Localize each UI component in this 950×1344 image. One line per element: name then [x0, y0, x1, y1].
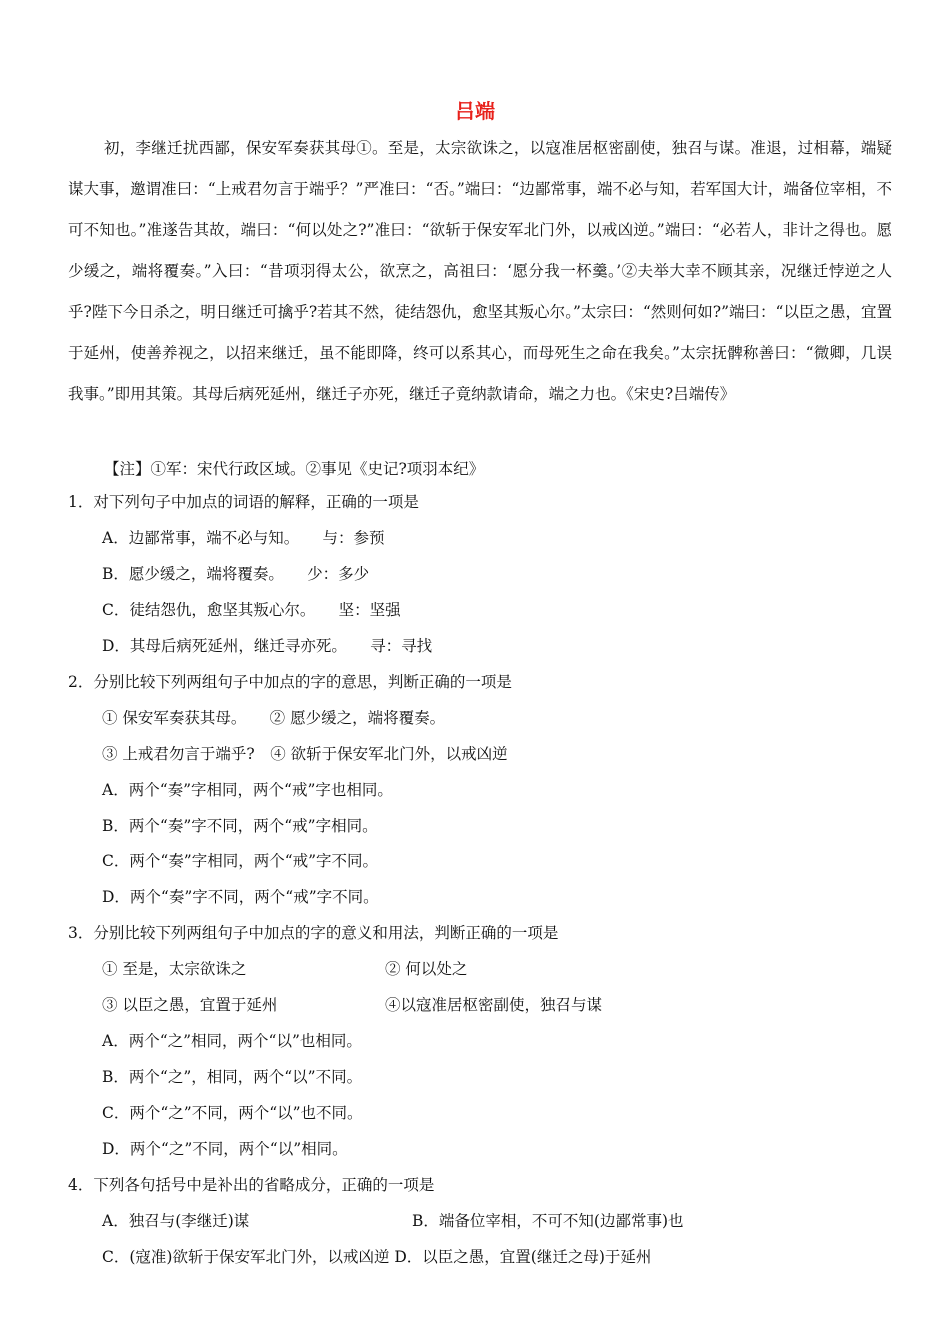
passage-text: 初，李继迁扰西鄙，保安军奏获其母①。至是，太宗欲诛之，以寇准居枢密副使，独召与谋。准退，过相幕，端疑谋大事，邀谓准曰：“上戒君勿言于端乎？”严准曰：“否。”端曰：“边鄙常事，端不必与知，若军国大计，端备位宰相，不可不知也。”准遂告其故，端曰：“何以处之?”准曰：“欲斩于保安军北门外，以戒凶逆。”端曰：“必若人，非计之得也。愿少缓之，端将覆奏。”入曰：“昔项羽得太公，欲烹之，高祖曰：‘愿分我一杯羹。’②夫举大幸不顾其亲，况继迁悖逆之人乎?陛下今日杀之，明日继迁可擒乎?若其不然，徒结怨仇，愈坚其叛心尔。”太宗曰：“然则何如?”端曰：“以臣之愚，宜置于延州，使善养视之，以招来继迁，虽不能即降，终可以系其心，而母死生之命在我矣。”太宗抚髀称善曰：“微卿，几误我事。”即用其策。其母后病死延州，继迁子亦死，继迁子竟纳款请命，端之力也。《宋史?吕端传》: [68, 139, 892, 403]
question-2-sentences-2: ③ 上戒君勿言于端乎? ④ 欲斩于保安军北门外，以戒凶逆: [102, 745, 508, 763]
question-2-sentences-1: ① 保安军奏获其母。 ② 愿少缓之，端将覆奏。: [102, 709, 446, 727]
question-4-option-b: B．端备位宰相，不可不知(边鄙常事)也: [412, 1212, 684, 1230]
question-4-option-a: A．独召与(李继迁)谋: [102, 1212, 250, 1230]
question-2-option-d: D．两个“奏”字不同，两个“戒”字不同。: [102, 888, 379, 906]
question-3-stem: 3．分别比较下列两组句子中加点的字的意义和用法，判断正确的一项是: [68, 924, 559, 942]
question-3-option-a: A．两个“之”相同，两个“以”也相同。: [102, 1032, 362, 1050]
question-1-option-a: A．边鄙常事，端不必与知。 与：参预: [102, 529, 385, 547]
question-1-stem: 1．对下列句子中加点的词语的解释，正确的一项是: [68, 493, 419, 511]
question-3-sentence-4: ④以寇准居枢密副使，独召与谋: [385, 996, 603, 1014]
question-3-sentence-1: ① 至是，太宗欲诛之: [102, 960, 247, 978]
question-3-option-b: B．两个“之”，相同，两个“以”不同。: [102, 1068, 363, 1086]
question-3-option-c: C．两个“之”不同，两个“以”也不同。: [102, 1104, 363, 1122]
question-4-options-c-d: C．(寇准)欲斩于保安军北门外，以戒凶逆 D．以臣之愚，宜置(继迁之母)于延州: [102, 1248, 652, 1266]
question-3-sentence-3: ③ 以臣之愚，宜置于延州: [102, 996, 278, 1014]
question-1-option-b: B．愿少缓之，端将覆奏。 少：多少: [102, 565, 370, 583]
question-3-sentence-2: ② 何以处之: [385, 960, 468, 978]
question-2-option-a: A．两个“奏”字相同，两个“戒”字也相同。: [102, 781, 393, 799]
question-2-stem: 2．分别比较下列两组句子中加点的字的意思，判断正确的一项是: [68, 673, 512, 691]
question-3-option-d: D．两个“之”不同，两个“以”相同。: [102, 1140, 348, 1158]
question-2-option-c: C．两个“奏”字相同，两个“戒”字不同。: [102, 852, 379, 870]
question-1-option-c: C．徒结怨仇，愈坚其叛心尔。 坚：坚强: [102, 601, 401, 619]
annotation-note: 【注】①军：宋代行政区域。②事见《史记?项羽本纪》: [104, 460, 485, 478]
question-2-option-b: B．两个“奏”字不同，两个“戒”字相同。: [102, 817, 378, 835]
question-4-stem: 4．下列各句括号中是补出的省略成分，正确的一项是: [68, 1176, 435, 1194]
page-title: 吕端: [455, 99, 495, 123]
passage: [68, 128, 892, 415]
question-1-option-d: D．其母后病死延州，继迁寻亦死。 寻：寻找: [102, 637, 433, 655]
